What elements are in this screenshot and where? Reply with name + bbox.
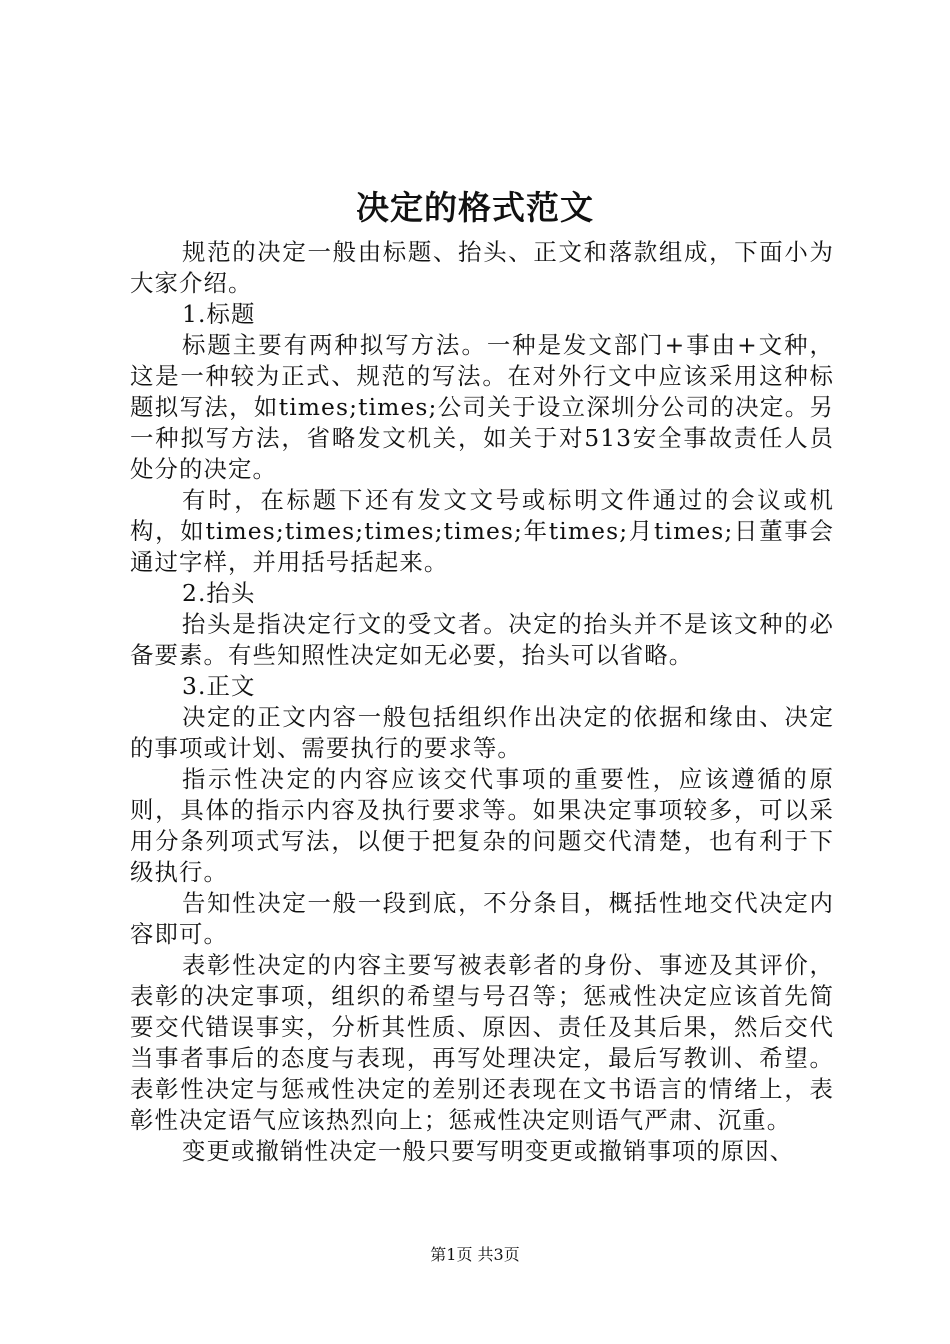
section-heading-header: 2.抬头 (182, 579, 256, 607)
paragraph-commendation-decision: 表彰性决定的内容主要写被表彰者的身份、事迹及其评价，表彰的决定事项，组织的希望与号召等；惩戒性决定应该首先简要交代错误事实，分析其性质、原因、责任及其后果，然后交代当事者事后的态度与表现，再写处理决定，最后写教训、希望。表彰性决定与惩戒性决定的差别还表现在文书语言的情绪上，表彰性决定语气应该热烈向上；惩戒性决定则语气严肃、沉重。 (130, 951, 834, 1134)
section-heading-body: 3.正文 (182, 672, 256, 700)
paragraph-title-methods: 标题主要有两种拟写方法。一种是发文部门+事由+文种，这是一种较为正式、规范的写法。在对外行文中应该采用这种标题拟写法，如times;times;公司关于设立深圳分公司的决定。另一种拟写方法，省略发文机关，如关于对513安全事故责任人员处分的决定。 (130, 331, 834, 483)
paragraph-title-doc-number: 有时，在标题下还有发文文号或标明文件通过的会议或机构，如times;times;times;times;年times;月times;日董事会通过字样，并用括号括起来。 (130, 486, 834, 576)
paragraph-intro: 规范的决定一般由标题、抬头、正文和落款组成，下面小为大家介绍。 (130, 238, 834, 297)
paragraph-header-desc: 抬头是指决定行文的受文者。决定的抬头并不是该文种的必备要素。有些知照性决定如无必要，抬头可以省略。 (130, 610, 834, 669)
document-body (130, 237, 834, 1167)
document-title: 决定的格式范文 (356, 188, 594, 227)
paragraph-change-decision: 变更或撤销性决定一般只要写明变更或撤销事项的原因、 (182, 1137, 795, 1165)
paragraph-directive-decision: 指示性决定的内容应该交代事项的重要性，应该遵循的原则，具体的指示内容及执行要求等。如果决定事项较多，可以采用分条列项式写法，以便于把复杂的问题交代清楚，也有利于下级执行。 (130, 765, 834, 886)
paragraph-body-content: 决定的正文内容一般包括组织作出决定的依据和缘由、决定的事项或计划、需要执行的要求等。 (130, 703, 834, 762)
page-number-footer: 第1页 共3页 (430, 1245, 520, 1264)
paragraph-notice-decision: 告知性决定一般一段到底，不分条目，概括性地交代决定内容即可。 (130, 889, 834, 948)
section-heading-title: 1.标题 (182, 300, 256, 328)
